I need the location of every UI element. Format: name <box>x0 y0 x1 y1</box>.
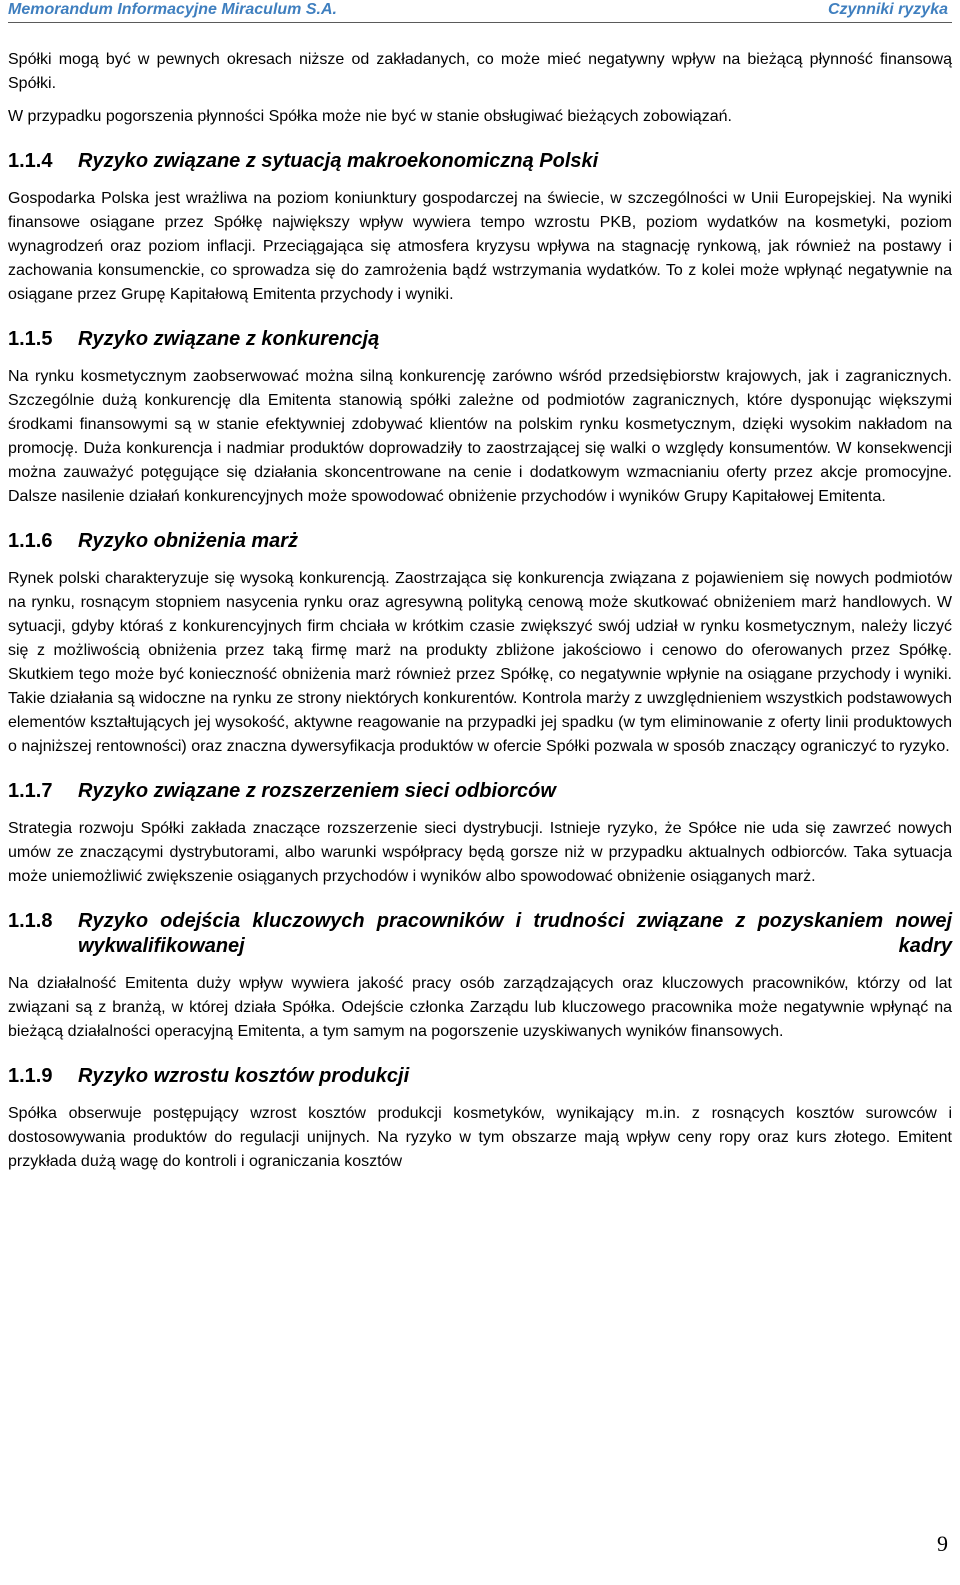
section-number: 1.1.5 <box>8 328 53 350</box>
section-heading-1-1-7 <box>8 779 952 804</box>
section-heading-1-1-9 <box>8 1064 952 1089</box>
section-heading-1-1-8 <box>8 909 952 959</box>
section-body: Gospodarka Polska jest wrażliwa na poziom koniunktury gospodarczej na świecie, w szczególności w Unii Europejskiej. Na wyniki finansowe osiągane przez Spółkę największy wpływ wywiera tempo wzrostu PKB, poziom wydatków na kosmetyki, poziom wynagrodzeń oraz poziom inflacji. Przeciągająca się atmosfera kryzysu wpływa na stagnację rynkową, jak również na postawy i zachowania konsumenckie, co sprowadza się do zamrożenia bądź wstrzymania wydatków. To z kolei może wpłynąć negatywnie na osiągane przez Grupę Kapitałową Emitenta przychody i wyniki. <box>8 190 952 303</box>
section-body: Strategia rozwoju Spółki zakłada znaczące rozszerzenie sieci dystrybucji. Istnieje ryzyko, że Spółce nie uda się zawrzeć nowych umów ze znaczącymi dystrybutorami, albo warunki współpracy będą gorsze niż w przypadku aktualnych odbiorców. Taka sytuacja może uniemożliwić zwiększenie osiąganych przychodów i wyników albo spowodować obniżenie osiąganych marż. <box>8 820 952 885</box>
section-number: 1.1.4 <box>8 150 53 172</box>
section-heading-1-1-6 <box>8 529 952 554</box>
section-body: Na rynku kosmetycznym zaobserwować można silną konkurencję zarówno wśród przedsiębiorstw krajowych, jak i zagranicznych. Szczególnie dużą konkurencję dla Emitenta stanowią spółki zależne od podmiotów zagranicznych, które dysponując większymi środkami finansowymi są w stanie efektywniej zdobywać klientów na polskim rynku kosmetycznym, dzięki wysokim nakładom na promocję. Duża konkurencja i nadmiar produktów doprowadziły to zaostrzającej się walki o względy konsumentów. W konsekwencji można zauważyć potęgujące się działania skoncentrowane na cenie i dodatkowym wzmacnianiu oferty przez akcje promocyjne. Dalsze nasilenie działań konkurencyjnych może spowodować obniżenie przychodów i wyników Grupy Kapitałowej Emitenta. <box>8 368 952 505</box>
intro-paragraph: Spółki mogą być w pewnych okresach niższe od zakładanych, co może mieć negatywny wpływ na bieżącą płynność finansową Spółki. <box>8 51 952 92</box>
section-title: Ryzyko związane z konkurencją <box>78 328 380 350</box>
section-number: 1.1.7 <box>8 780 53 802</box>
page-number: 9 <box>937 1531 948 1556</box>
intro-paragraph: W przypadku pogorszenia płynności Spółka może nie być w stanie obsługiwać bieżących zobowiązań. <box>8 108 732 125</box>
section-body: Rynek polski charakteryzuje się wysoką konkurencją. Zaostrzająca się konkurencja związana z pojawieniem się nowych podmiotów na rynku, rosnącym stopniem nasycenia rynku oraz agresywną polityką cenową może skutkować obniżeniem marż handlowych. W sytuacji, gdyby któraś z konkurencyjnych firm chciała w krótkim czasie zwiększyć swój udział w rynku kosmetycznym, należy liczyć się z możliwością obniżenia przez taką firmę marż na produkty zbliżone jakościowo i cenowo do oferowanych przez Spółkę. Skutkiem tego może być konieczność obniżenia marż również przez Spółkę, co negatywnie wpłynie na osiągane przychody i wyniki. Takie działania są widoczne na rynku ze strony niektórych konkurentów. Kontrola marży z uwzględnieniem wszystkich podstawowych elementów kształtujących jej wysokość, aktywne reagowanie na przypadki jej spadku (w tym eliminowanie z oferty linii produktowych o najniższej rentowności) oraz znaczna dywersyfikacja produktów w ofercie Spółki pozwala w sposób znaczący ograniczyć to ryzyko. <box>8 570 952 755</box>
section-title: Ryzyko obniżenia marż <box>78 530 299 552</box>
section-title: Ryzyko związane z sytuacją makroekonomiczną Polski <box>78 150 599 172</box>
section-title: Ryzyko związane z rozszerzeniem sieci odbiorców <box>78 780 556 802</box>
section-title: Ryzyko odejścia kluczowych pracowników i trudności związane z pozyskaniem nowej wykwalifikowanej kadry <box>78 910 952 957</box>
header-document-title: Memorandum Informacyjne Miraculum S.A. <box>8 1 337 18</box>
section-heading-1-1-4 <box>8 149 952 174</box>
header-section-title: Czynniki ryzyka <box>827 1 948 18</box>
section-title: Ryzyko wzrostu kosztów produkcji <box>78 1065 410 1087</box>
section-body: Spółka obserwuje postępujący wzrost kosztów produkcji kosmetyków, wynikający m.in. z rosnących kosztów surowców i dostosowywania produktów do regulacji unijnych. Na ryzyko w tym obszarze mają wpływ ceny ropy oraz kurs złotego. Emitent przykłada dużą wagę do kontroli i ograniczania kosztów <box>8 1105 952 1170</box>
section-heading-1-1-5 <box>8 327 952 352</box>
page-content <box>8 48 952 1183</box>
page-header <box>8 0 952 23</box>
section-number: 1.1.9 <box>8 1065 53 1087</box>
section-number: 1.1.8 <box>8 910 53 932</box>
section-number: 1.1.6 <box>8 530 53 552</box>
section-body: Na działalność Emitenta duży wpływ wywiera jakość pracy osób zarządzających oraz kluczowych pracowników, którzy od lat związani są z branżą, w której działa Spółka. Odejście członka Zarządu lub kluczowego pracownika może negatywnie wpłynąć na bieżącą działalności operacyjną Emitenta, a tym samym na pogorszenie uzyskiwanych wyników finansowych. <box>8 975 952 1040</box>
